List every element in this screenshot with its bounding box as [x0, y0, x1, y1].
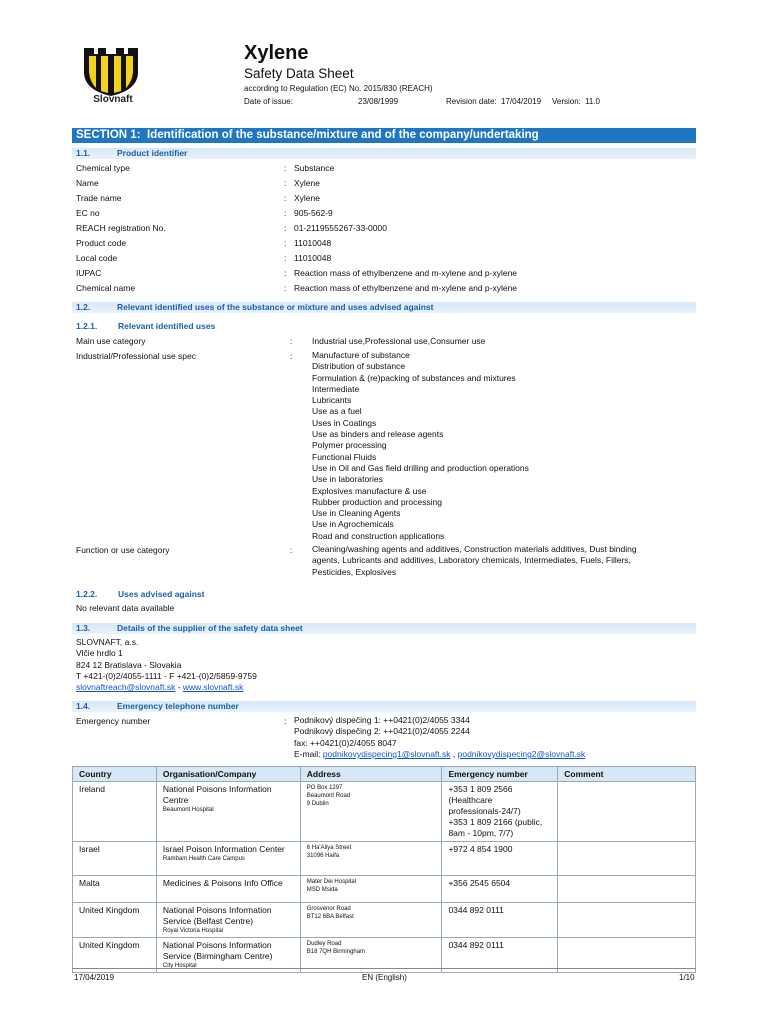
row-label: Local code [76, 253, 118, 263]
organisation-name: National Poisons Information Service (Belfast Centre) [162, 905, 272, 926]
product-row [76, 222, 696, 234]
date-of-issue: 23/08/1999 [358, 97, 399, 106]
organisation-cell [156, 782, 300, 842]
subsection-1-2-bar [72, 302, 696, 313]
footer-divider [72, 968, 696, 969]
comment-cell [558, 876, 696, 903]
regulation-note: according to Regulation (EC) No. 2015/830 (REACH) [244, 84, 433, 93]
date-of-issue-label: Date of issue: [244, 97, 293, 106]
row-colon: : [290, 351, 293, 361]
address-line: B18 7QH Birmingham [306, 949, 366, 955]
address-line: Dudley Road [306, 941, 342, 947]
row-colon: : [284, 716, 287, 726]
subsection-title: Emergency telephone number [117, 701, 239, 711]
row-colon: : [284, 223, 287, 233]
list-item: Polymer processing [312, 440, 387, 451]
address-line: 31096 Haifa [306, 853, 340, 859]
function-text [312, 544, 637, 578]
number-line: professionals-24/7) [448, 806, 521, 816]
row-colon: : [284, 208, 287, 218]
row-label: Name [76, 178, 99, 188]
address-cell [300, 876, 442, 903]
row-colon: : [284, 283, 287, 293]
row-value: Reaction mass of ethylbenzene and m-xylene and p-xylene [294, 283, 518, 293]
list-item: Distribution of substance [312, 361, 406, 372]
row-colon: : [290, 336, 293, 346]
list-item: Rubber production and processing [312, 496, 442, 507]
organisation-cell [156, 876, 300, 903]
row-label: Trade name [76, 193, 122, 203]
row-value: Xylene [294, 178, 320, 188]
subsection-1-2-1-heading [76, 321, 216, 331]
number-line: +972 4 854 1900 [448, 844, 513, 854]
comment-cell [558, 782, 696, 842]
number-line: 0344 892 0111 [448, 940, 504, 950]
supplier-email-link[interactable]: slovnaftreach@slovnaft.sk [76, 682, 176, 693]
row-value: 11010048 [294, 238, 332, 248]
list-item: Road and construction applications [312, 530, 445, 541]
row-label: Chemical type [76, 163, 130, 173]
logo-text: Slovnaft [93, 94, 133, 105]
email-separator: , [450, 748, 458, 759]
row-label: REACH registration No. [76, 223, 166, 233]
subsection-number: 1.4. [76, 701, 91, 711]
row-colon: : [284, 238, 287, 248]
subsection-1-2-2-heading [76, 589, 205, 599]
list-item: Use in laboratories [312, 474, 383, 485]
main-use-row [76, 335, 696, 347]
list-item: Functional Fluids [312, 451, 377, 462]
row-colon: : [284, 268, 287, 278]
row-label: Product code [76, 238, 127, 248]
row-colon: : [290, 545, 293, 555]
subsection-title: Relevant identified uses of the substance or mixture and uses advised against [117, 302, 434, 312]
organisation-cell [156, 842, 300, 876]
organisation-name: Medicines & Poisons Info Office [162, 878, 283, 888]
number-line: 8am - 10pm, 7/7) [448, 828, 514, 838]
revision-date: 17/04/2019 [501, 97, 542, 106]
subsection-title: Product identifier [117, 148, 188, 158]
row-label: Function or use category [76, 545, 170, 555]
section-1-bar [72, 128, 696, 143]
row-label: EC no [76, 208, 100, 218]
row-label: Main use category [76, 336, 146, 346]
row-value: 905-562-9 [294, 208, 333, 218]
list-item: Intermediate [312, 383, 360, 394]
list-item: Explosives manufacture & use [312, 485, 427, 496]
organisation-name: National Poisons Information Service (Birmingham Centre) [162, 940, 273, 961]
address-line: Grosvenor Road [306, 906, 351, 912]
number-line: 0344 892 0111 [448, 905, 504, 915]
organisation-name: Israel Poison Information Center [162, 844, 285, 854]
emergency-details [294, 715, 585, 760]
document-title: Xylene [244, 42, 309, 64]
footer-language: EN (English) [362, 973, 407, 982]
address-line: 6 Ha'Aliya Street [306, 845, 352, 851]
number-line: +353 1 809 2566 [448, 784, 513, 794]
subsection-number: 1.2.2. [76, 589, 98, 599]
subsection-1-4-bar [72, 701, 696, 712]
link-separator: - [175, 682, 183, 693]
row-value: Substance [294, 163, 335, 173]
product-row [76, 207, 696, 219]
emergency-email-line [294, 749, 585, 760]
column-header: Address [300, 767, 442, 782]
table-row [73, 782, 696, 842]
product-row [76, 162, 696, 174]
supplier-details [76, 637, 257, 693]
organisation-cell [156, 903, 300, 938]
supplier-line: 824 12 Bratislava - Slovakia [76, 659, 182, 670]
country-cell: Ireland [73, 782, 157, 842]
emergency-line: fax: ++0421(0)2/4055 8047 [294, 737, 397, 748]
number-cell [442, 782, 558, 842]
footer-page: 1/10 [679, 973, 695, 982]
product-row [76, 237, 696, 249]
product-row [76, 192, 696, 204]
list-item: Manufacture of substance [312, 350, 410, 360]
text-line: Cleaning/washing agents and additives, Construction materials additives, Dust binding [312, 544, 637, 554]
address-line: PO Box 1297 [306, 785, 343, 791]
row-value: 01-2119555267-33-0000 [294, 223, 387, 233]
subsection-1-3-bar [72, 623, 696, 634]
list-item: Use in Oil and Gas field drilling and production operations [312, 462, 529, 473]
product-row [76, 252, 696, 264]
row-colon: : [284, 253, 287, 263]
product-row [76, 282, 696, 294]
list-item: Uses in Coatings [312, 417, 377, 428]
document-subtitle: Safety Data Sheet [244, 66, 354, 81]
row-value: Reaction mass of ethylbenzene and m-xylene and p-xylene [294, 268, 518, 278]
text-line: Pesticides, Explosives [312, 566, 397, 577]
number-line: (Healthcare [448, 795, 493, 805]
table-header-row [73, 767, 696, 782]
subsection-1-1-bar [72, 148, 696, 159]
section-1-title: Identification of the substance/mixture and of the company/undertaking [147, 129, 539, 141]
address-cell [300, 782, 442, 842]
organisation-sub: Royal Victoria Hospital [162, 928, 224, 934]
number-cell [442, 903, 558, 938]
footer-date: 17/04/2019 [74, 973, 115, 982]
list-item: Formulation & (re)packing of substances and mixtures [312, 372, 516, 383]
revision-label: Revision date: [446, 97, 497, 106]
email-label: E-mail: [294, 748, 323, 759]
row-label: Emergency number [76, 716, 151, 726]
comment-cell [558, 903, 696, 938]
list-item: Lubricants [312, 395, 352, 406]
address-cell [300, 842, 442, 876]
supplier-line: Vlčie hrdlo 1 [76, 648, 123, 659]
column-header: Comment [558, 767, 696, 782]
version-label: Version: [552, 97, 581, 106]
row-value: 11010048 [294, 253, 332, 263]
uses-advised-against-text: No relevant data available [76, 603, 175, 613]
row-label: Chemical name [76, 283, 136, 293]
address-line: 9 Dublin [306, 801, 329, 807]
address-line: Beaumont Road [306, 793, 351, 799]
subsection-title: Relevant identified uses [118, 321, 216, 331]
number-cell [442, 842, 558, 876]
country-cell: Malta [73, 876, 157, 903]
list-item: Use in Cleaning Agents [312, 508, 401, 519]
subsection-number: 1.1. [76, 148, 91, 158]
table-row [73, 903, 696, 938]
list-item: Use in Agrochemicals [312, 519, 394, 530]
country-cell: Israel [73, 842, 157, 876]
column-header: Organisation/Company [156, 767, 300, 782]
section-1-number: SECTION 1: [76, 129, 141, 141]
subsection-number: 1.3. [76, 623, 91, 633]
table-row [73, 876, 696, 903]
supplier-website-link[interactable]: www.slovnaft.sk [182, 682, 244, 693]
supplier-line: SLOVNAFT, a.s. [76, 637, 139, 647]
use-spec-list [312, 350, 529, 542]
emergency-line: Podnikový dispečing 1: ++0421(0)2/4055 3344 [294, 715, 470, 725]
country-cell: United Kingdom [73, 938, 157, 973]
organisation-sub: Beaumont Hospital [162, 807, 214, 813]
country-cell: United Kingdom [73, 903, 157, 938]
column-header: Emergency number [442, 767, 558, 782]
number-cell [442, 876, 558, 903]
number-line: +353 1 809 2166 (public, [448, 817, 543, 827]
row-label: IUPAC [76, 268, 102, 278]
supplier-links [76, 682, 257, 693]
organisation-sub: City Hospital [162, 963, 197, 969]
subsection-title: Details of the supplier of the safety data sheet [117, 623, 303, 633]
text-line: agents, Lubricants and additives, Laboratory chemicals, Intermediates, Fuels, Fillers, [312, 555, 631, 566]
emergency-email-1-link[interactable]: podnikovydispecing1@slovnaft.sk [322, 748, 451, 759]
address-line: MSD Msida [306, 887, 338, 893]
supplier-line: T +421-(0)2/4055-1111 - F +421-(0)2/5859-9759 [76, 670, 257, 681]
organisation-name: National Poisons Information Centre [162, 784, 272, 805]
list-item: Use as a fuel [312, 406, 362, 417]
number-line: +356 2545 6504 [448, 878, 511, 888]
table-row [73, 842, 696, 876]
comment-cell [558, 842, 696, 876]
address-cell [300, 903, 442, 938]
row-colon: : [284, 193, 287, 203]
product-row [76, 177, 696, 189]
emergency-line: Podnikový dispečing 2: ++0421(0)2/4055 2244 [294, 726, 470, 737]
product-row [76, 267, 696, 279]
column-header: Country [73, 767, 157, 782]
organisation-sub: Rambam Health Care Campus [162, 856, 245, 862]
row-label: Industrial/Professional use spec [76, 351, 197, 361]
version: 11.0 [585, 97, 600, 106]
row-value: Industrial use,Professional use,Consumer use [312, 336, 486, 346]
address-line: Mater Dei Hospital [306, 879, 357, 885]
row-colon: : [284, 178, 287, 188]
list-item: Use as binders and release agents [312, 429, 444, 440]
address-line: BT12 6BA Belfast [306, 914, 354, 920]
subsection-title: Uses advised against [118, 589, 205, 599]
row-value: Xylene [294, 193, 320, 203]
poison-centres-table [72, 766, 696, 973]
subsection-number: 1.2.1. [76, 321, 98, 331]
subsection-number: 1.2. [76, 302, 91, 312]
row-colon: : [284, 163, 287, 173]
emergency-email-2-link[interactable]: podnikovydispecing2@slovnaft.sk [457, 748, 586, 759]
